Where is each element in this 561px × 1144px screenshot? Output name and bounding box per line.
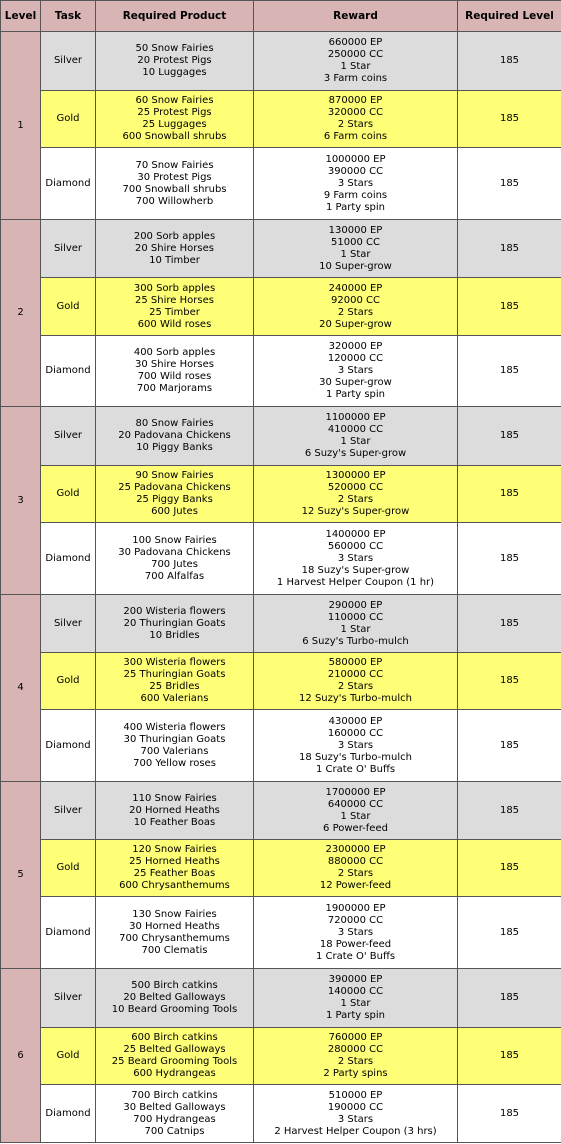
required-level-cell: 185 [458, 220, 561, 278]
reward-cell [254, 91, 458, 148]
reward-line: 18 Power-feed [319, 938, 392, 950]
required-level-cell: 185 [458, 782, 561, 840]
required-product-cell [96, 407, 254, 466]
reward-line: 390000 CC [327, 165, 384, 177]
reward-line: 3 Farm coins [323, 73, 388, 84]
product-line: 700 Clematis [141, 944, 208, 956]
required-product-cell [96, 897, 254, 969]
product-line: 90 Snow Fairies [135, 470, 214, 481]
reward-line: 880000 CC [327, 856, 384, 867]
level-cell: 3 [1, 407, 41, 595]
product-line: 20 Shire Horses [135, 242, 214, 254]
task-cell: Silver [41, 595, 96, 653]
table-row [1, 782, 561, 840]
required-level-cell: 185 [458, 466, 561, 523]
reward-line: 1 Star [340, 61, 371, 72]
reward-line: 1400000 EP [325, 528, 386, 540]
reward-line: 1 Star [340, 623, 371, 635]
reward-line: 1 Star [340, 998, 371, 1009]
reward-line: 2 Stars [337, 119, 374, 130]
reward-line: 3 Stars [337, 177, 374, 189]
required-level-cell: 185 [458, 91, 561, 148]
reward-line: 110000 CC [327, 611, 384, 623]
table-row [1, 1085, 561, 1143]
product-line: 30 Padovana Chickens [118, 546, 231, 558]
required-level-cell: 185 [458, 897, 561, 969]
required-level-cell: 185 [458, 32, 561, 91]
product-line: 20 Thuringian Goats [123, 617, 226, 629]
product-line: 700 Chrysanthemums [119, 932, 230, 944]
reward-line: 12 Power-feed [319, 880, 392, 891]
header-row [1, 1, 561, 32]
table-row [1, 32, 561, 91]
reward-line: 2 Party spins [323, 1068, 388, 1079]
product-line: 10 Feather Boas [133, 816, 216, 828]
required-product-cell [96, 523, 254, 595]
product-line: 25 Beard Grooming Tools [111, 1056, 238, 1067]
product-line: 600 Chrysanthemums [119, 880, 230, 891]
product-line: 10 Beard Grooming Tools [111, 1004, 238, 1015]
reward-line: 1 Party spin [325, 1010, 386, 1021]
product-line: 25 Timber [149, 306, 200, 318]
reward-line: 51000 CC [331, 236, 380, 248]
reward-cell [254, 1085, 458, 1143]
reward-line: 290000 EP [328, 599, 383, 611]
required-product-cell [96, 466, 254, 523]
task-cell: Silver [41, 782, 96, 840]
required-product-cell [96, 148, 254, 220]
reward-line: 2 Stars [337, 868, 374, 879]
required-level-cell: 185 [458, 278, 561, 336]
product-line: 200 Sorb apples [133, 230, 216, 242]
reward-line: 390000 EP [328, 974, 383, 985]
reward-line: 580000 EP [328, 657, 383, 668]
product-line: 80 Snow Fairies [135, 418, 214, 429]
reward-line: 1 Crate O' Buffs [315, 763, 396, 775]
level-cell: 5 [1, 782, 41, 969]
reward-line: 6 Suzy's Super-grow [304, 448, 407, 459]
product-line: 200 Wisteria flowers [123, 605, 226, 617]
level-cell: 4 [1, 595, 41, 782]
reward-cell [254, 653, 458, 710]
required-product-cell [96, 710, 254, 782]
required-product-cell [96, 653, 254, 710]
product-line: 600 Snowball shrubs [122, 131, 227, 142]
task-cell: Gold [41, 466, 96, 523]
reward-line: 12 Suzy's Turbo-mulch [299, 693, 412, 704]
table-row [1, 466, 561, 523]
product-line: 10 Luggages [142, 67, 207, 78]
reward-cell [254, 148, 458, 220]
task-cell: Gold [41, 91, 96, 148]
table-row [1, 897, 561, 969]
product-line: 25 Piggy Banks [136, 494, 213, 505]
product-line: 20 Padovana Chickens [118, 430, 231, 441]
reward-cell [254, 897, 458, 969]
required-product-cell [96, 840, 254, 897]
product-line: 30 Thuringian Goats [123, 733, 226, 745]
product-line: 700 Jutes [151, 558, 198, 570]
reward-line: 240000 EP [328, 282, 383, 294]
product-line: 400 Wisteria flowers [123, 721, 226, 733]
header-reward: Reward [254, 1, 458, 32]
reward-line: 6 Farm coins [323, 131, 388, 142]
reward-line: 3 Stars [337, 1113, 374, 1125]
product-line: 700 Yellow roses [133, 757, 216, 769]
table-row [1, 220, 561, 278]
task-cell: Diamond [41, 148, 96, 220]
reward-line: 6 Suzy's Turbo-mulch [302, 635, 409, 647]
product-line: 25 Luggages [142, 119, 207, 130]
required-level-cell: 185 [458, 523, 561, 595]
reward-line: 10 Super-grow [319, 260, 392, 272]
product-line: 600 Hydrangeas [133, 1068, 216, 1079]
required-product-cell [96, 1085, 254, 1143]
product-line: 700 Hydrangeas [133, 1113, 216, 1125]
product-line: 50 Snow Fairies [135, 43, 214, 54]
reward-line: 30 Super-grow [319, 377, 392, 388]
reward-line: 1 Party spin [325, 201, 386, 213]
product-line: 300 Wisteria flowers [123, 657, 226, 668]
product-line: 30 Horned Heaths [129, 920, 220, 932]
reward-line: 130000 EP [328, 224, 383, 236]
product-line: 25 Belted Galloways [123, 1044, 226, 1055]
level-cell: 2 [1, 220, 41, 407]
header-level: Level [1, 1, 41, 32]
reward-line: 3 Stars [337, 739, 374, 751]
task-cell: Gold [41, 1028, 96, 1085]
product-line: 400 Sorb apples [133, 347, 216, 358]
required-level-cell: 185 [458, 1028, 561, 1085]
required-product-cell [96, 91, 254, 148]
reward-cell [254, 523, 458, 595]
reward-cell [254, 1028, 458, 1085]
product-line: 700 Marjorams [136, 383, 213, 394]
task-cell: Silver [41, 969, 96, 1028]
product-line: 700 Birch catkins [131, 1089, 218, 1101]
product-line: 70 Snow Fairies [135, 159, 214, 171]
reward-line: 3 Stars [337, 552, 374, 564]
product-line: 500 Birch catkins [131, 980, 218, 991]
task-cell: Silver [41, 32, 96, 91]
table-row [1, 710, 561, 782]
reward-line: 1 Party spin [325, 389, 386, 400]
table-row [1, 148, 561, 220]
task-cell: Silver [41, 220, 96, 278]
product-line: 25 Padovana Chickens [118, 482, 231, 493]
required-level-cell: 185 [458, 969, 561, 1028]
reward-line: 320000 CC [327, 107, 384, 118]
product-line: 20 Horned Heaths [129, 804, 220, 816]
reward-line: 1 Crate O' Buffs [315, 950, 396, 962]
reward-line: 2 Harvest Helper Coupon (3 hrs) [274, 1125, 437, 1137]
header-required-product: Required Product [96, 1, 254, 32]
product-line: 25 Bridles [149, 681, 200, 692]
required-product-cell [96, 336, 254, 407]
reward-line: 3 Stars [337, 365, 374, 376]
required-level-cell: 185 [458, 595, 561, 653]
task-cell: Gold [41, 278, 96, 336]
reward-cell [254, 466, 458, 523]
product-line: 60 Snow Fairies [135, 95, 214, 106]
reward-line: 1100000 EP [325, 412, 386, 423]
reward-line: 18 Suzy's Turbo-mulch [299, 751, 412, 763]
product-line: 10 Piggy Banks [136, 442, 213, 453]
table-row [1, 1028, 561, 1085]
task-cell: Diamond [41, 523, 96, 595]
product-line: 30 Belted Galloways [123, 1101, 226, 1113]
reward-cell [254, 969, 458, 1028]
reward-line: 430000 EP [328, 715, 383, 727]
table-row [1, 595, 561, 653]
required-product-cell [96, 278, 254, 336]
reward-cell [254, 710, 458, 782]
reward-line: 1900000 EP [325, 902, 386, 914]
reward-line: 2300000 EP [325, 844, 386, 855]
required-level-cell: 185 [458, 840, 561, 897]
reward-line: 1 Harvest Helper Coupon (1 hr) [276, 576, 435, 588]
reward-line: 2 Stars [337, 306, 374, 318]
reward-line: 160000 CC [327, 727, 384, 739]
reward-cell [254, 220, 458, 278]
required-product-cell [96, 969, 254, 1028]
product-line: 300 Sorb apples [133, 282, 216, 294]
header-task: Task [41, 1, 96, 32]
product-line: 30 Protest Pigs [137, 171, 212, 183]
table-row [1, 523, 561, 595]
reward-line: 410000 CC [327, 424, 384, 435]
product-line: 700 Alfalfas [144, 570, 205, 582]
product-line: 20 Protest Pigs [137, 55, 212, 66]
task-cell: Diamond [41, 336, 96, 407]
reward-line: 9 Farm coins [323, 189, 388, 201]
product-line: 700 Valerians [140, 745, 209, 757]
reward-line: 1000000 EP [325, 153, 386, 165]
task-cell: Diamond [41, 897, 96, 969]
reward-line: 210000 CC [327, 669, 384, 680]
required-level-cell: 185 [458, 710, 561, 782]
reward-line: 140000 CC [327, 986, 384, 997]
reward-cell [254, 32, 458, 91]
table-row [1, 336, 561, 407]
product-line: 30 Shire Horses [135, 359, 214, 370]
reward-line: 640000 CC [327, 798, 384, 810]
task-cell: Gold [41, 840, 96, 897]
reward-cell [254, 782, 458, 840]
reward-line: 1 Star [340, 248, 371, 260]
product-line: 700 Willowherb [135, 195, 214, 207]
product-line: 25 Thuringian Goats [123, 669, 226, 680]
reward-line: 560000 CC [327, 540, 384, 552]
table-row [1, 840, 561, 897]
level-cell: 1 [1, 32, 41, 220]
reward-line: 1 Star [340, 810, 371, 822]
reward-line: 520000 CC [327, 482, 384, 493]
reward-line: 20 Super-grow [319, 318, 392, 330]
reward-line: 1300000 EP [325, 470, 386, 481]
task-cell: Diamond [41, 710, 96, 782]
required-level-cell: 185 [458, 653, 561, 710]
required-product-cell [96, 1028, 254, 1085]
level-cell: 6 [1, 969, 41, 1143]
reward-cell [254, 840, 458, 897]
product-line: 100 Snow Fairies [132, 534, 217, 546]
table-row [1, 407, 561, 466]
product-line: 700 Wild roses [137, 371, 212, 382]
reward-line: 12 Suzy's Super-grow [301, 506, 410, 517]
reward-line: 18 Suzy's Super-grow [301, 564, 410, 576]
product-line: 10 Timber [149, 254, 200, 266]
product-line: 700 Catnips [144, 1125, 205, 1137]
product-line: 120 Snow Fairies [132, 844, 217, 855]
product-line: 700 Snowball shrubs [122, 183, 227, 195]
required-level-cell: 185 [458, 148, 561, 220]
product-line: 600 Valerians [140, 693, 209, 704]
reward-line: 2 Stars [337, 681, 374, 692]
product-line: 25 Feather Boas [133, 868, 216, 879]
reward-line: 250000 CC [327, 49, 384, 60]
required-level-cell: 185 [458, 407, 561, 466]
reward-line: 6 Power-feed [323, 822, 388, 834]
product-line: 600 Wild roses [137, 318, 212, 330]
reward-line: 870000 EP [328, 95, 383, 106]
required-product-cell [96, 220, 254, 278]
reward-line: 280000 CC [327, 1044, 384, 1055]
required-level-cell: 185 [458, 1085, 561, 1143]
task-cell: Silver [41, 407, 96, 466]
table-row [1, 278, 561, 336]
task-cell: Gold [41, 653, 96, 710]
reward-line: 510000 EP [328, 1089, 383, 1101]
reward-line: 2 Stars [337, 494, 374, 505]
task-cell: Diamond [41, 1085, 96, 1143]
quest-table-body [1, 32, 561, 1143]
required-product-cell [96, 32, 254, 91]
product-line: 130 Snow Fairies [132, 908, 217, 920]
table-row [1, 969, 561, 1028]
table-row [1, 91, 561, 148]
reward-line: 92000 CC [331, 294, 380, 306]
reward-cell [254, 595, 458, 653]
product-line: 600 Jutes [151, 506, 198, 517]
reward-line: 1 Star [340, 436, 371, 447]
required-product-cell [96, 782, 254, 840]
reward-line: 320000 EP [328, 341, 383, 352]
reward-line: 760000 EP [328, 1032, 383, 1043]
product-line: 600 Birch catkins [131, 1032, 218, 1043]
reward-line: 120000 CC [327, 353, 384, 364]
reward-line: 1700000 EP [325, 786, 386, 798]
reward-line: 660000 EP [328, 37, 383, 48]
product-line: 10 Bridles [149, 629, 200, 641]
product-line: 20 Belted Galloways [123, 992, 226, 1003]
product-line: 25 Protest Pigs [137, 107, 212, 118]
product-line: 25 Shire Horses [135, 294, 214, 306]
reward-cell [254, 336, 458, 407]
reward-line: 3 Stars [337, 926, 374, 938]
product-line: 25 Horned Heaths [129, 856, 220, 867]
reward-line: 190000 CC [327, 1101, 384, 1113]
reward-cell [254, 407, 458, 466]
required-product-cell [96, 595, 254, 653]
product-line: 110 Snow Fairies [132, 792, 217, 804]
table-row [1, 653, 561, 710]
reward-cell [254, 278, 458, 336]
header-required-level: Required Level [458, 1, 561, 32]
reward-line: 720000 CC [327, 914, 384, 926]
reward-line: 2 Stars [337, 1056, 374, 1067]
required-level-cell: 185 [458, 336, 561, 407]
